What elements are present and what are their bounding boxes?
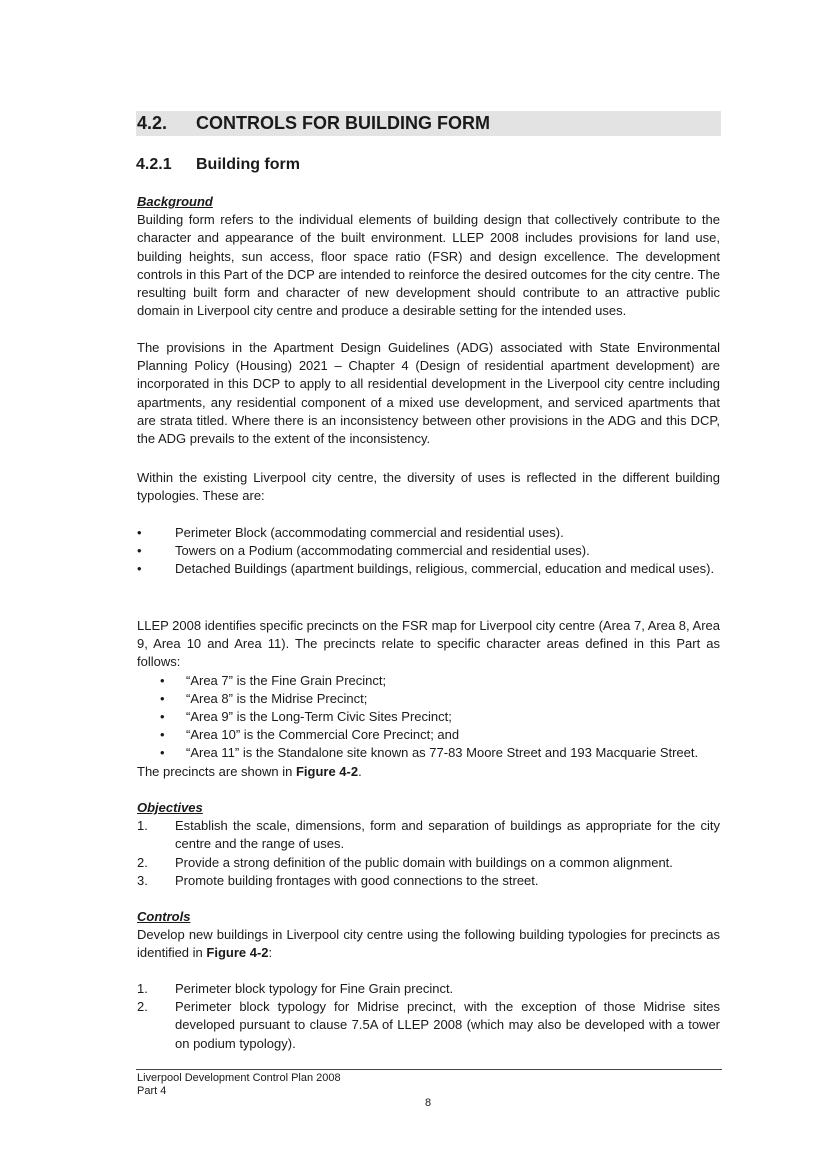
footer [137, 1072, 341, 1098]
background-paragraph-4: LLEP 2008 identifies specific precincts on the FSR map for Liverpool city centre (Area 7, Area 8, Area 9, Area 10 and Area 11). The precincts relate to specific character areas defined in this Part as follows: [137, 618, 720, 670]
bullet-icon: • [160, 727, 165, 743]
section-heading [136, 111, 721, 136]
precincts-block [137, 617, 720, 781]
section-number: 4.2. [137, 113, 168, 133]
controls-section [137, 908, 720, 963]
background-paragraph-1: Building form refers to the individual elements of building design that collectively contribute to the character and appearance of the built environment. LLEP 2008 includes provisions for land use, building heights, sun access, floor space ratio (FSR) and design excellence. The development controls in this Part of the DCP are intended to reinforce the desired outcomes for the city centre. The resulting built form and character of new development should contribute to an attractive public domain in Liverpool city centre and produce a desirable setting for the intended uses. [137, 212, 720, 319]
background-paragraph-2: The provisions in the Apartment Design Guidelines (ADG) associated with State Environmental Planning Policy (Housing) 2021 – Chapter 4 (Design of residential apartment development) are incorporated in this DCP to apply to all residential development in the Liverpool city centre including apartments, any residential component of a mixed use development, and serviced apartments that are strata titled. Where there is an inconsistency between other provisions in the ADG and this DCP, the ADG prevails to the extent of the inconsistency. [137, 340, 720, 447]
bullet-icon: • [137, 525, 142, 540]
item-number: 2. [137, 999, 148, 1015]
bullet-icon: • [160, 690, 165, 706]
list-item: • “Area 8” is the Midrise Precinct; [137, 690, 720, 708]
section-title: CONTROLS FOR BUILDING FORM [196, 113, 490, 133]
list-item: • “Area 10” is the Commercial Core Precinct; and [137, 726, 720, 744]
footer-part: Part 4 [137, 1085, 167, 1097]
footer-divider [136, 1069, 722, 1070]
figure-reference: Figure 4-2 [295, 763, 359, 779]
bullet-icon: • [160, 672, 165, 688]
subsection-number: 4.2.1 [136, 156, 172, 173]
item-number: 2. [137, 854, 148, 870]
list-item: 2. Perimeter block typology for Midrise precinct, with the exception of those Midrise sites developed pursuant to clause 7.5A of LLEP 2008 (which may also be developed with a tower on podium typology). [137, 999, 720, 1051]
typology-list [137, 524, 720, 579]
list-item: • “Area 11” is the Standalone site known as 77-83 Moore Street and 193 Macquarie Street. [137, 744, 720, 762]
background-heading: Background [137, 194, 213, 209]
background-section [137, 193, 720, 320]
bullet-icon: • [160, 709, 165, 725]
list-item: • “Area 7” is the Fine Grain Precinct; [137, 672, 720, 690]
list-item: 1. Establish the scale, dimensions, form and separation of buildings as appropriate for the city centre and the range of uses. [137, 818, 720, 852]
controls-heading: Controls [137, 909, 191, 924]
figure-reference: Figure 4-2 [206, 945, 269, 961]
list-item: 1. Perimeter block typology for Fine Grain precinct. [137, 980, 720, 998]
background-paragraph-3: Within the existing Liverpool city centre, the diversity of uses is reflected in the different building typologies. These are: [137, 470, 720, 504]
bullet-icon: • [137, 543, 142, 559]
list-item: 2. Provide a strong definition of the public domain with buildings on a common alignment. [137, 854, 720, 872]
list-item: 3. Promote building frontages with good connections to the street. [137, 872, 720, 890]
item-number: 1. [137, 981, 148, 996]
footer-document-title: Liverpool Development Control Plan 2008 [137, 1072, 341, 1084]
controls-list [137, 980, 720, 1053]
controls-intro: Develop new buildings in Liverpool city centre using the following building typologies for precincts as identified in Figure 4-2: [137, 927, 720, 961]
list-item: • Towers on a Podium (accommodating commercial and residential uses). [137, 542, 720, 560]
objectives-heading: Objectives [137, 800, 203, 815]
precincts-figure-reference: The precincts are shown in Figure 4-2. [137, 763, 362, 779]
item-number: 3. [137, 872, 148, 888]
subsection-title: Building form [196, 156, 300, 173]
item-number: 1. [137, 818, 148, 834]
bullet-icon: • [160, 745, 165, 761]
objectives-section [137, 799, 720, 890]
list-item: • Detached Buildings (apartment buildings, religious, commercial, education and medical uses). [137, 560, 720, 578]
bullet-icon: • [137, 561, 142, 577]
page-number: 8 [424, 1097, 432, 1109]
list-item: • Perimeter Block (accommodating commercial and residential uses). [137, 524, 720, 542]
list-item: • “Area 9” is the Long-Term Civic Sites Precinct; [137, 708, 720, 726]
